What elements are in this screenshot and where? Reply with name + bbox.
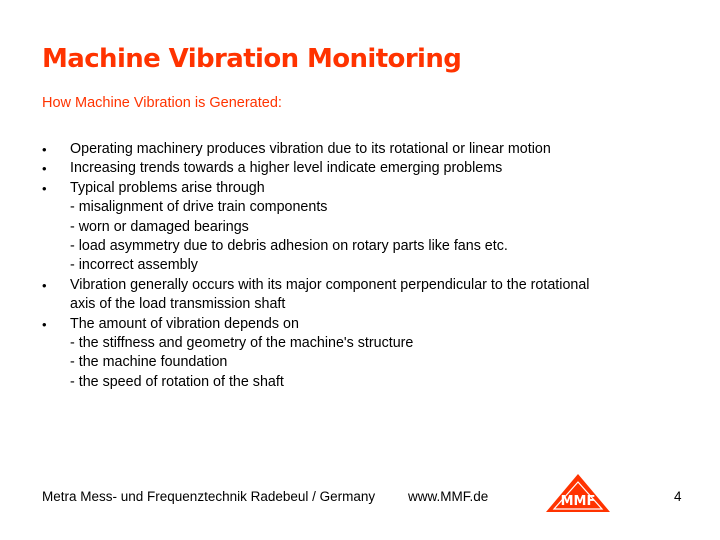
bullet-item: [42, 179, 682, 276]
bullet-dot-icon: •: [42, 142, 47, 157]
logo-text: MMF: [560, 494, 596, 509]
bullet-text-line: The amount of vibration depends on: [70, 315, 299, 332]
footer-website: www.MMF.de: [408, 489, 489, 504]
bullet-list: [42, 140, 682, 392]
bullet-text-line: Typical problems arise through: [70, 179, 265, 196]
bullet-item: [42, 140, 682, 159]
bullet-text-line: Increasing trends towards a higher level indicate emerging problems: [70, 160, 503, 177]
bullet-text-line: - load asymmetry due to debris adhesion on rotary parts like fans etc.: [70, 238, 508, 255]
mmf-logo-icon: [544, 472, 612, 514]
bullet-text-line: axis of the load transmission shaft: [70, 296, 286, 313]
bullet-item: [42, 276, 682, 315]
bullet-text-line: - the speed of rotation of the shaft: [70, 373, 284, 390]
bullet-text-line: - the stiffness and geometry of the machine's structure: [70, 335, 414, 352]
footer-company: Metra Mess- und Frequenztechnik Radebeul / Germany: [42, 489, 376, 504]
bullet-dot-icon: •: [42, 316, 47, 332]
bullet-dot-icon: •: [42, 180, 47, 196]
bullet-text-line: - misalignment of drive train components: [70, 199, 328, 216]
bullet-dot-icon: •: [42, 277, 47, 293]
bullet-text-line: - incorrect assembly: [70, 257, 198, 274]
bullet-dot-icon: •: [42, 161, 47, 177]
bullet-text-line: Operating machinery produces vibration due to its rotational or linear motion: [70, 141, 551, 157]
page-number: 4: [674, 489, 682, 504]
bullet-item: [42, 159, 682, 178]
bullet-text-line: - worn or damaged bearings: [70, 218, 249, 235]
bullet-text-line: Vibration generally occurs with its major component perpendicular to the rotational: [70, 276, 590, 293]
bullet-item: [42, 315, 682, 393]
slide-subtitle: How Machine Vibration is Generated:: [42, 95, 282, 111]
slide-title: Machine Vibration Monitoring: [42, 44, 462, 74]
bullet-text-line: - the machine foundation: [70, 354, 228, 371]
